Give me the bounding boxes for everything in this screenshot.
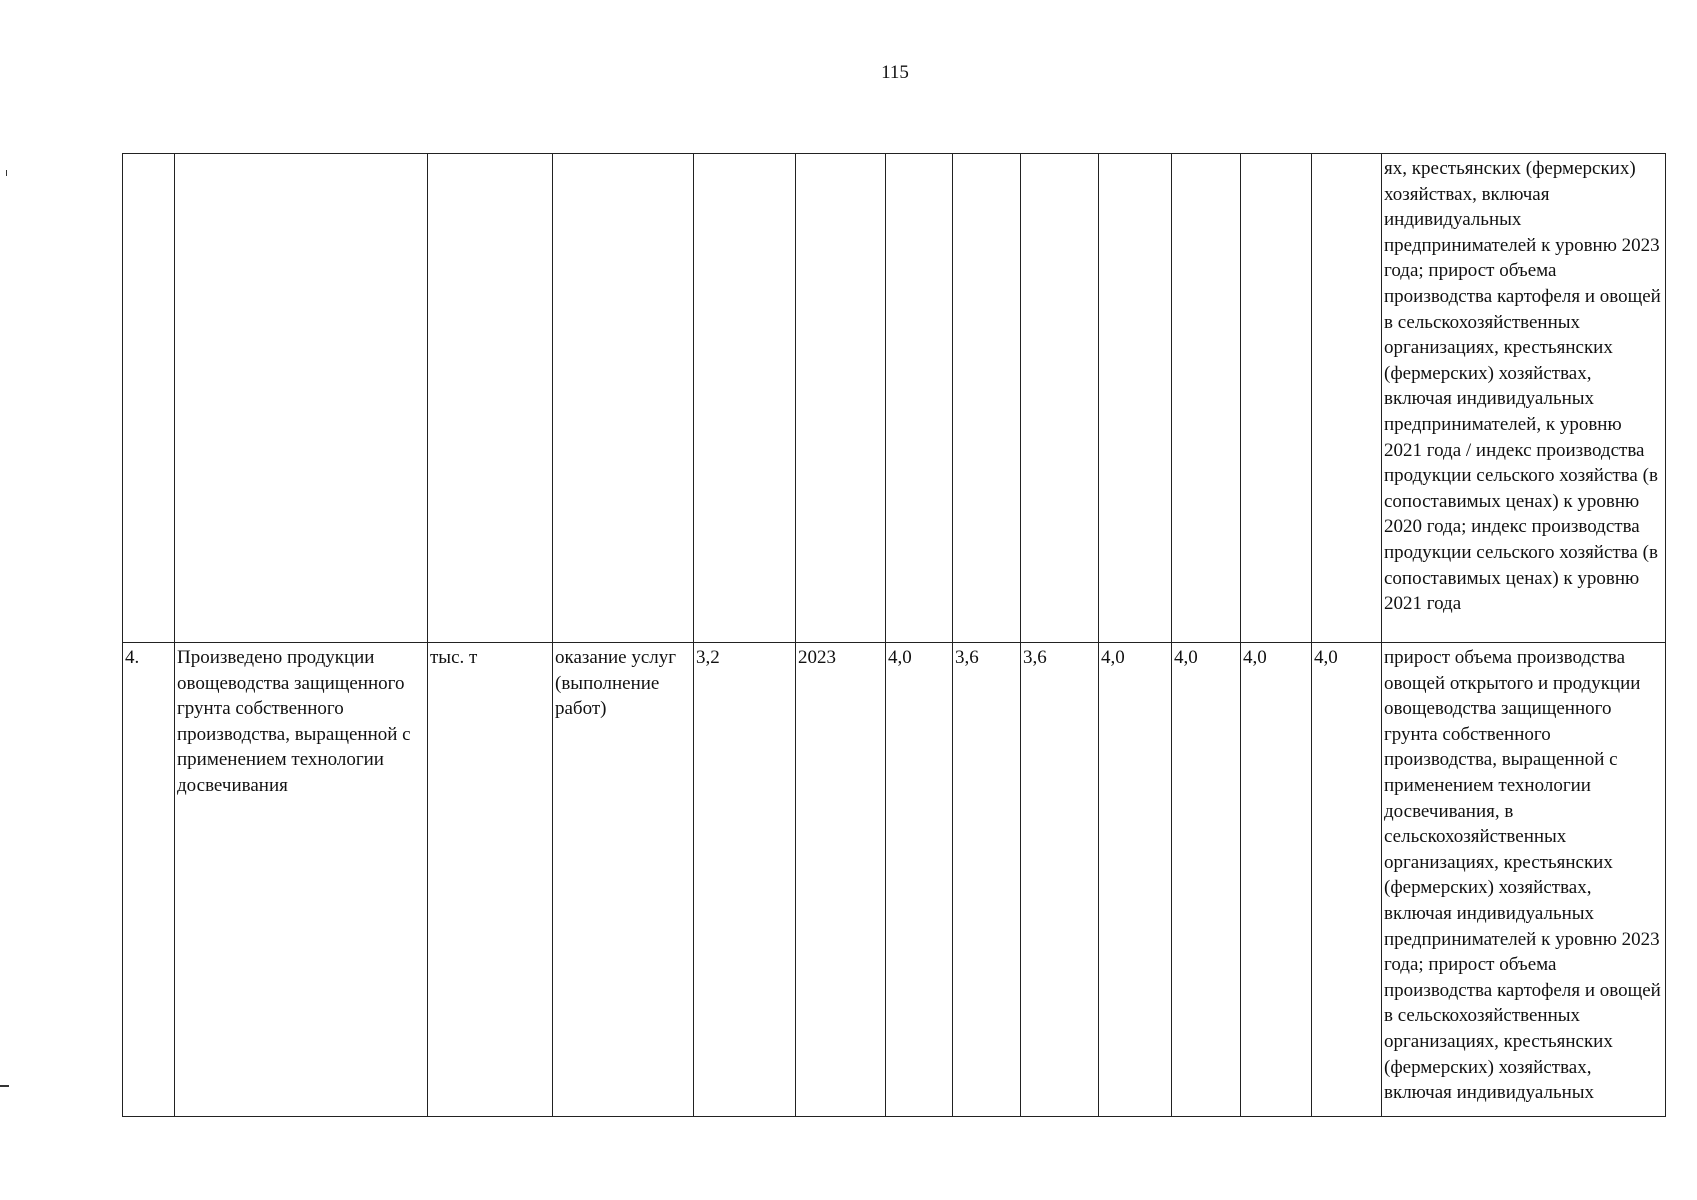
cell-value: [1241, 154, 1312, 643]
cell-num: [123, 154, 175, 643]
cell-value: [1312, 154, 1382, 643]
cell-value-6: 4,0: [1241, 643, 1312, 1117]
cell-value-4: 4,0: [1099, 643, 1172, 1117]
margin-mark-bottom: [0, 1085, 9, 1087]
cell-value-2: 3,6: [953, 643, 1021, 1117]
cell-value: [1099, 154, 1172, 643]
cell-name: Произведено продукции овощеводства защищенного грунта собственного производства, выращенной с применением технологии досвечивания: [175, 643, 428, 1117]
cell-value: [953, 154, 1021, 643]
cell-type: [553, 154, 694, 643]
cell-description: ях, крестьянских (фермерских) хозяйствах, включая индивидуальных предпринимателей к уровню 2023 года; прирост объема производства картофеля и овощей в сельскохозяйственных организациях, крестьянских (фермерских) хозяйствах, включая индивидуальных предпринимателей, к уровню 2021 года / индекс производства продукции сельского хозяйства (в сопоставимых ценах) к уровню 2020 года; индекс производства продукции сельского хозяйства (в сопоставимых ценах) к уровню 2021 года: [1382, 154, 1666, 643]
cell-type: оказание услуг (выполнение работ): [553, 643, 694, 1117]
cell-num: 4.: [123, 643, 175, 1117]
cell-base-value: [694, 154, 796, 643]
margin-mark-top: [6, 170, 7, 176]
cell-base-year: [796, 154, 886, 643]
cell-value-3: 3,6: [1021, 643, 1099, 1117]
table-row-4: [123, 643, 1666, 1117]
cell-value-1: 4,0: [886, 643, 953, 1117]
page-number: 115: [881, 62, 909, 83]
table-row-continued: [123, 154, 1666, 643]
cell-unit: [428, 154, 553, 643]
cell-value-5: 4,0: [1172, 643, 1241, 1117]
cell-unit: тыс. т: [428, 643, 553, 1117]
cell-value: [886, 154, 953, 643]
cell-name: [175, 154, 428, 643]
cell-base-year: 2023: [796, 643, 886, 1117]
cell-description: прирост объема производства овощей открытого и продукции овощеводства защищенного грунта собственного производства, выращенной с применением технологии досвечивания, в сельскохозяйственных организациях, крестьянских (фермерских) хозяйствах, включая индивидуальных предпринимателей к уровню 2023 года; прирост объема производства картофеля и овощей в сельскохозяйственных организациях, крестьянских (фермерских) хозяйствах, включая индивидуальных: [1382, 643, 1666, 1117]
indicators-table: [122, 153, 1666, 1117]
cell-base-value: 3,2: [694, 643, 796, 1117]
cell-value-7: 4,0: [1312, 643, 1382, 1117]
cell-value: [1172, 154, 1241, 643]
cell-value: [1021, 154, 1099, 643]
